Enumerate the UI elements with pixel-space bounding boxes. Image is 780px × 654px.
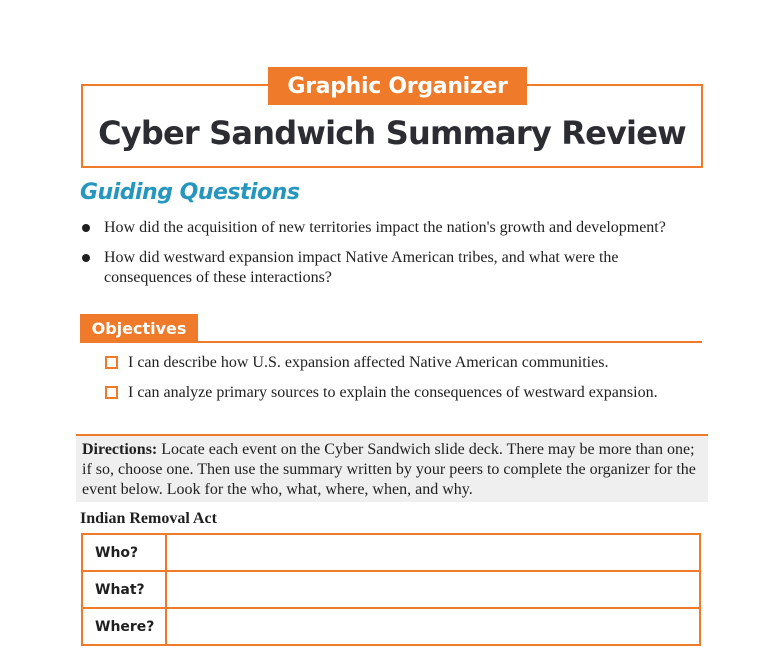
- objectives-heading: Objectives: [80, 314, 198, 343]
- checkbox[interactable]: [105, 356, 118, 369]
- guiding-questions-heading: Guiding Questions: [80, 180, 300, 205]
- directions-text: Locate each event on the Cyber Sandwich slide deck. There may be more than one; if so, choose one. Then use the summary written by your peers to complete the organizer for the event below. Look for the who, what, where, when, and why.: [82, 441, 696, 498]
- objectives-list: [104, 353, 694, 413]
- guiding-question-item: [80, 248, 700, 288]
- graphic-organizer-tag: Graphic Organizer: [268, 67, 527, 105]
- table-row: [82, 608, 700, 645]
- directions-panel: [76, 434, 708, 502]
- answer-cell-where[interactable]: [166, 608, 700, 645]
- table-row: [82, 571, 700, 608]
- objective-text: I can analyze primary sources to explain the consequences of westward expansion.: [128, 384, 658, 401]
- objective-text: I can describe how U.S. expansion affected Native American communities.: [128, 354, 609, 371]
- objective-item: [104, 353, 694, 373]
- checkbox[interactable]: [105, 386, 118, 399]
- guiding-question-text: How did the acquisition of new territories impact the nation's growth and development?: [104, 219, 666, 236]
- directions-label: Directions:: [82, 441, 158, 458]
- page-title: Cyber Sandwich Summary Review: [98, 114, 686, 152]
- bullet-icon: [82, 254, 90, 262]
- answer-cell-what[interactable]: [166, 571, 700, 608]
- guiding-questions-list: [80, 218, 700, 298]
- row-label-who: Who?: [82, 534, 166, 571]
- guiding-question-item: [80, 218, 700, 238]
- event-title: Indian Removal Act: [80, 510, 217, 527]
- organizer-table: [81, 533, 701, 646]
- bullet-icon: [82, 224, 90, 232]
- row-label-what: What?: [82, 571, 166, 608]
- guiding-question-text: How did westward expansion impact Native American tribes, and what were the consequences of these interactions?: [104, 249, 619, 286]
- objective-item: [104, 383, 694, 403]
- answer-cell-who[interactable]: [166, 534, 700, 571]
- objectives-bar: [80, 314, 702, 343]
- table-row: [82, 534, 700, 571]
- row-label-where: Where?: [82, 608, 166, 645]
